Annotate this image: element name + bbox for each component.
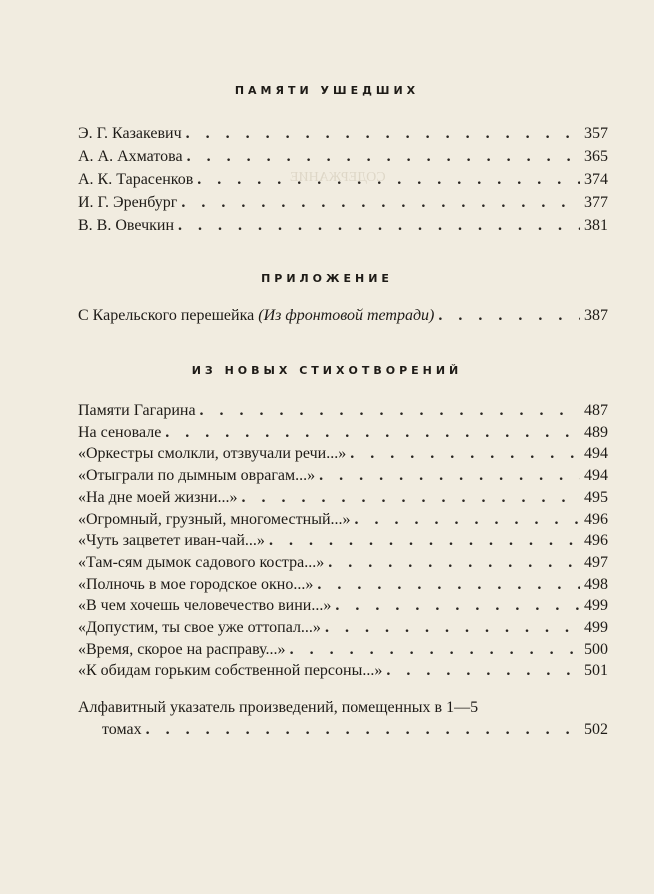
toc-entry[interactable]	[78, 444, 608, 464]
section-heading-new-poems: ИЗ НОВЫХ СТИХОТВОРЕНИЙ	[191, 364, 463, 377]
toc-entry[interactable]	[78, 466, 608, 486]
toc-entry-title: «Время, скорое на расправу...»	[78, 641, 286, 658]
dot-leader	[181, 193, 580, 213]
toc-entry-page: 387	[584, 307, 608, 324]
toc-entry-page: 487	[584, 402, 608, 419]
toc-entry[interactable]	[78, 640, 608, 660]
toc-entry-page: 502	[584, 721, 608, 738]
toc-entry-page: 499	[584, 619, 608, 636]
toc-entry-page: 497	[584, 554, 608, 571]
toc-entry[interactable]	[78, 423, 608, 443]
dot-leader	[178, 216, 580, 236]
toc-entry[interactable]	[78, 553, 608, 573]
toc-entry-title	[78, 306, 434, 326]
dot-leader	[317, 575, 580, 595]
toc-entry-title: На сеновале	[78, 424, 162, 441]
toc-entry-page: 381	[584, 217, 608, 234]
dot-leader	[186, 124, 580, 144]
dot-leader	[328, 553, 580, 573]
toc-entry-page: 494	[584, 445, 608, 462]
toc-entry[interactable]	[78, 306, 608, 326]
dot-leader	[386, 661, 580, 681]
dot-leader	[350, 444, 580, 464]
dot-leader	[269, 531, 580, 551]
toc-entry[interactable]	[78, 193, 608, 213]
toc-entry-page: 496	[584, 511, 608, 528]
toc-entry-title: «В чем хочешь человечество вини...»	[78, 597, 332, 614]
toc-entry-title: «Там-сям дымок садового костра...»	[78, 554, 325, 571]
dot-leader	[319, 466, 580, 486]
toc-entry[interactable]	[78, 401, 608, 421]
toc-entry-page: 501	[584, 662, 608, 679]
toc-entry-page: 489	[584, 424, 608, 441]
toc-entry-title: Э. Г. Казакевич	[78, 125, 182, 142]
dot-leader	[197, 170, 580, 190]
dot-leader	[146, 720, 580, 740]
toc-entry-page: 377	[584, 194, 608, 211]
toc-entry-page: 500	[584, 641, 608, 658]
dot-leader	[165, 423, 580, 443]
toc-entry-title: «Оркестры смолкли, отзвучали речи...»	[78, 445, 347, 462]
toc-entry-title: В. В. Овечкин	[78, 217, 175, 234]
toc-entry-page: 498	[584, 576, 608, 593]
toc-entry[interactable]	[78, 596, 608, 616]
dot-leader	[355, 510, 581, 530]
toc-entry-title: «На дне моей жизни...»	[78, 489, 238, 506]
toc-entry-title: «Полночь в мое городское окно...»	[78, 576, 314, 593]
dot-leader	[325, 618, 580, 638]
toc-entry[interactable]	[78, 147, 608, 167]
toc-entry-title: «К обидам горьким собственной персоны...»	[78, 662, 383, 679]
dot-leader	[438, 306, 580, 326]
toc-entry-page: 357	[584, 125, 608, 142]
toc-entry-subtitle: (Из фронтовой тетради)	[258, 307, 435, 324]
dot-leader	[335, 596, 580, 616]
toc-entry-title-main: С Карельского перешейка	[78, 307, 259, 324]
section-heading-appendix: ПРИЛОЖЕНИЕ	[261, 272, 393, 285]
toc-entry-title: «Огромный, грузный, многоместный...»	[78, 511, 351, 528]
toc-entry[interactable]	[78, 170, 608, 190]
dot-leader	[187, 147, 580, 167]
toc-entry-page: 496	[584, 532, 608, 549]
toc-entry-page: 374	[584, 171, 608, 188]
toc-entry-index-line1[interactable]: Алфавитный указатель произведений, помещенных в 1—5	[78, 699, 479, 716]
toc-entry[interactable]	[78, 618, 608, 638]
toc-entry-page: 365	[584, 148, 608, 165]
toc-entry-title: И. Г. Эренбург	[78, 194, 178, 211]
dot-leader	[242, 488, 580, 508]
toc-entry-title: Памяти Гагарина	[78, 402, 196, 419]
toc-entry-title: томах	[102, 721, 142, 738]
dot-leader	[290, 640, 580, 660]
toc-entry-title: «Допустим, ты свое уже оттопал...»	[78, 619, 321, 636]
toc-entry[interactable]	[78, 661, 608, 681]
dot-leader	[200, 401, 580, 421]
toc-entry[interactable]	[78, 124, 608, 144]
toc-entry-page: 495	[584, 489, 608, 506]
toc-entry[interactable]	[78, 575, 608, 595]
toc-entry-page: 494	[584, 467, 608, 484]
toc-entry-page: 499	[584, 597, 608, 614]
toc-entry-title: «Чуть зацветет иван-чай...»	[78, 532, 265, 549]
toc-entry[interactable]	[78, 531, 608, 551]
toc-entry-title: А. К. Тарасенков	[78, 171, 194, 188]
toc-entry-title: А. А. Ахматова	[78, 148, 183, 165]
toc-entry[interactable]	[78, 510, 608, 530]
toc-entry-index[interactable]	[78, 720, 608, 740]
show-through-text: СОДЕРЖАНИЕ	[290, 170, 386, 185]
toc-entry[interactable]	[78, 488, 608, 508]
toc-entry-title: «Отыграли по дымным оврагам...»	[78, 467, 316, 484]
toc-entry[interactable]	[78, 216, 608, 236]
section-heading-memory: ПАМЯТИ УШЕДШИХ	[234, 84, 420, 97]
